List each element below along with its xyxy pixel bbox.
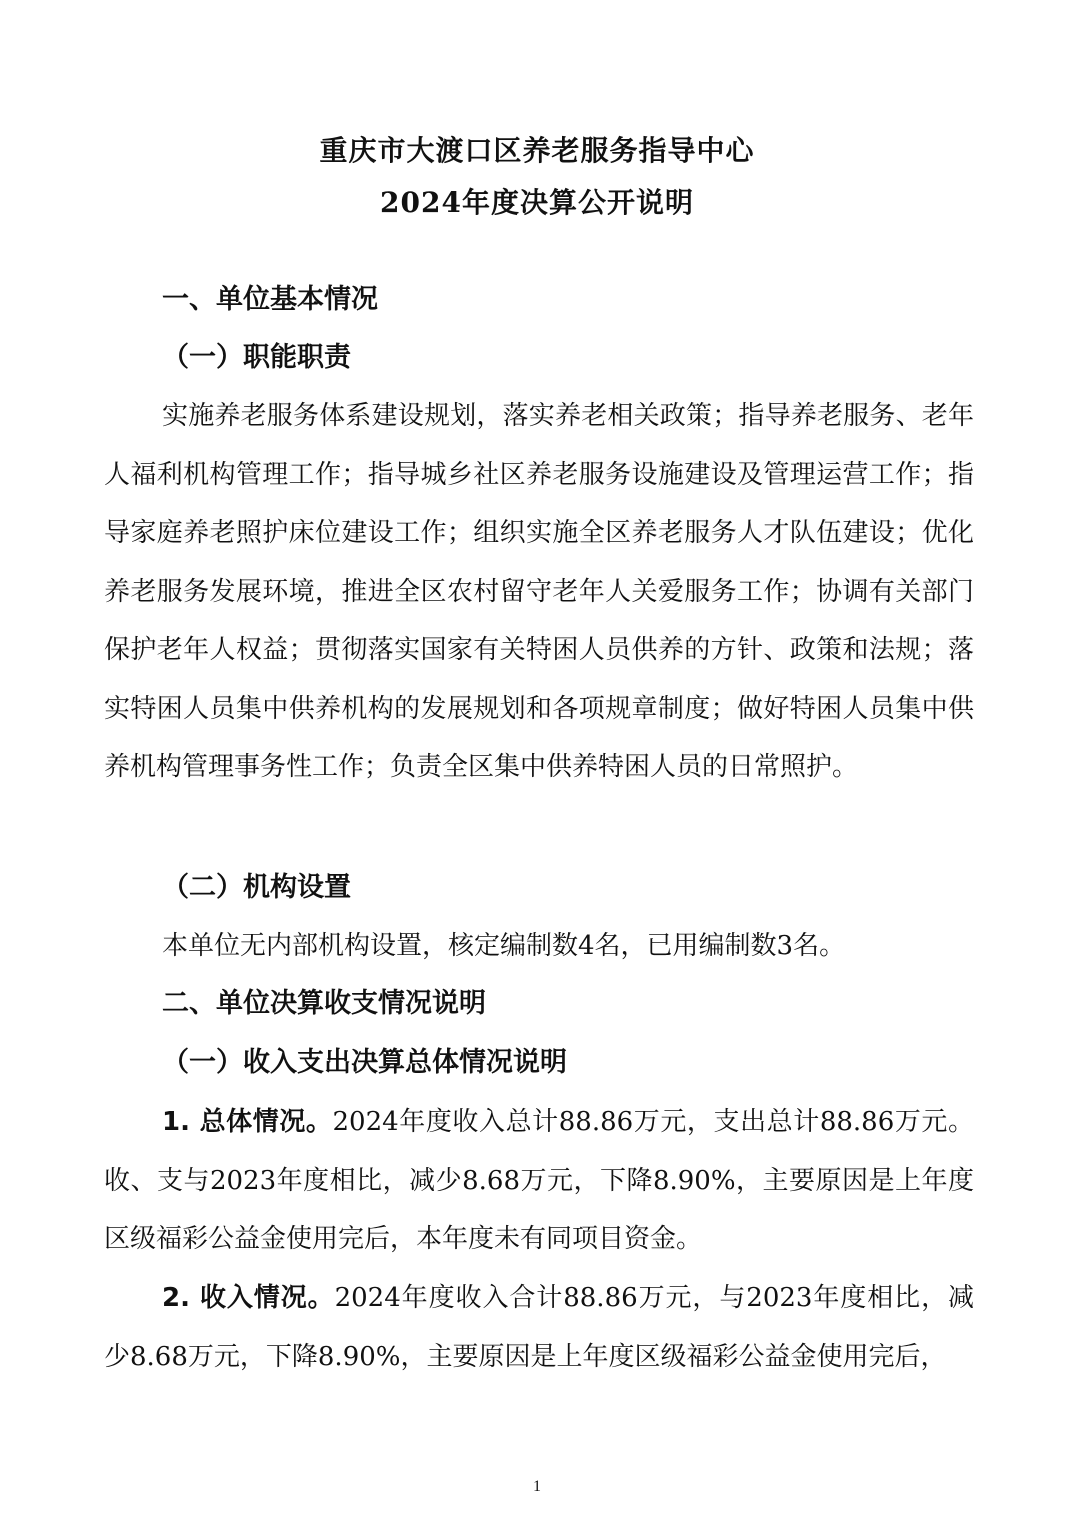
document-title-line1: 重庆市大渡口区养老服务指导中心 xyxy=(319,134,755,167)
section1-subheading-duties: （一）职能职责 xyxy=(162,342,351,373)
item2-text: 2024年度收入合计88.86万元，与2023年度相比，减少8.68万元，下降8.90%，主要原因是上年度区级福彩公益金使用完后， xyxy=(104,1283,974,1372)
structure-paragraph: 本单位无内部机构设置，核定编制数4名，已用编制数3名。 xyxy=(162,931,846,961)
section1-subheading-structure: （二）机构设置 xyxy=(162,872,351,903)
section2-subheading-overall: （一）收入支出决算总体情况说明 xyxy=(162,1047,567,1078)
overall-paragraph xyxy=(104,1093,974,1269)
section1-heading: 一、单位基本情况 xyxy=(162,284,378,315)
item1-text: 2024年度收入总计88.86万元，支出总计88.86万元。收、支与2023年度相比，减少8.68万元，下降8.90%，主要原因是上年度区级福彩公益金使用完后，本年度未有同项目资金。 xyxy=(104,1107,974,1254)
page-number: 1 xyxy=(533,1478,541,1495)
income-paragraph xyxy=(104,1269,974,1386)
section2-heading: 二、单位决算收支情况说明 xyxy=(162,988,486,1019)
duties-paragraph: 实施养老服务体系建设规划，落实养老相关政策；指导养老服务、老年人福利机构管理工作；指导城乡社区养老服务设施建设及管理运营工作；指导家庭养老照护床位建设工作；组织实施全区养老服务人才队伍建设；优化养老服务发展环境，推进全区农村留守老年人关爱服务工作；协调有关部门保护老年人权益；贯彻落实国家有关特困人员供养的方针、政策和法规；落实特困人员集中供养机构的发展规划和各项规章制度；做好特困人员集中供养机构管理事务性工作；负责全区集中供养特困人员的日常照护。 xyxy=(104,401,974,782)
document-title-line2: 2024年度决算公开说明 xyxy=(380,186,694,219)
item1-label: 1. 总体情况。 xyxy=(162,1107,333,1137)
item2-label: 2. 收入情况。 xyxy=(162,1283,335,1313)
